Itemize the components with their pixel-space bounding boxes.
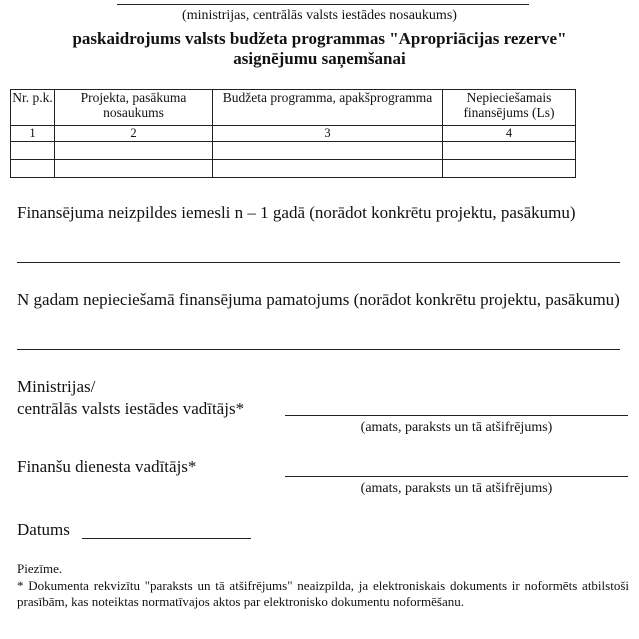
table-cell[interactable] [213,142,443,160]
title-line-1: paskaidrojums valsts budžeta programmas "Apropriācijas rezerve" [72,29,567,48]
date-input-line[interactable] [82,538,251,539]
table-cell[interactable] [443,160,576,178]
finance-signature-caption: (amats, paraksts un tā atšifrējums) [360,481,553,496]
table-cell[interactable] [55,142,213,160]
col-number: 2 [55,126,213,142]
institution-caption: (ministrijas, centrālās valsts iestādes nosaukums) [182,8,457,23]
table-cell[interactable] [11,142,55,160]
date-label: Datums [17,520,70,539]
head-signature-caption: (amats, paraksts un tā atšifrējums) [360,420,553,435]
col-header-funding: Nepieciešamais finansējums (Ls) [443,90,576,126]
table-number-row [11,126,576,142]
finance-signature-line[interactable] [285,476,628,477]
reasons-label: Finansējuma neizpildes iemesli n – 1 gadā (norādot konkrētu projektu, pasākumu) [17,203,576,222]
table-header-row [11,90,576,126]
head-label-line-2: centrālās valsts iestādes vadītājs* [17,399,245,418]
table-row [11,142,576,160]
head-label-line-1: Ministrijas/ [17,377,96,396]
title-line-2: asignējumu saņemšanai [233,49,406,68]
finance-label: Finanšu dienesta vadītājs* [17,457,197,476]
note-text: * Dokumenta rekvizītu "paraksts un tā atšifrējums" neaizpilda, ja elektroniskais dokuments ir noformēts atbilstoši prasībām, kas noteiktas normatīvajos aktos par elektronisko dokumentu noformēšanu. [17,578,629,609]
col-number: 4 [443,126,576,142]
head-signature-line[interactable] [285,415,628,416]
table-cell[interactable] [443,142,576,160]
col-number: 1 [11,126,55,142]
col-header-project: Projekta, pasākuma nosaukums [55,90,213,126]
reasons-input-line[interactable] [17,262,620,263]
institution-name-line[interactable] [117,4,529,5]
document-title [0,29,639,69]
table-cell[interactable] [11,160,55,178]
col-number: 3 [213,126,443,142]
justification-input-line[interactable] [17,349,620,350]
col-header-nr: Nr. p.k. [11,90,55,126]
col-header-program: Budžeta programma, apakšprogramma [213,90,443,126]
funding-table [10,89,576,178]
justification-label: N gadam nepieciešamā finansējuma pamatojums (norādot konkrētu projektu, pasākumu) [17,290,620,309]
table-cell[interactable] [213,160,443,178]
table-cell[interactable] [55,160,213,178]
note-title: Piezīme. [17,561,63,576]
table-row [11,160,576,178]
